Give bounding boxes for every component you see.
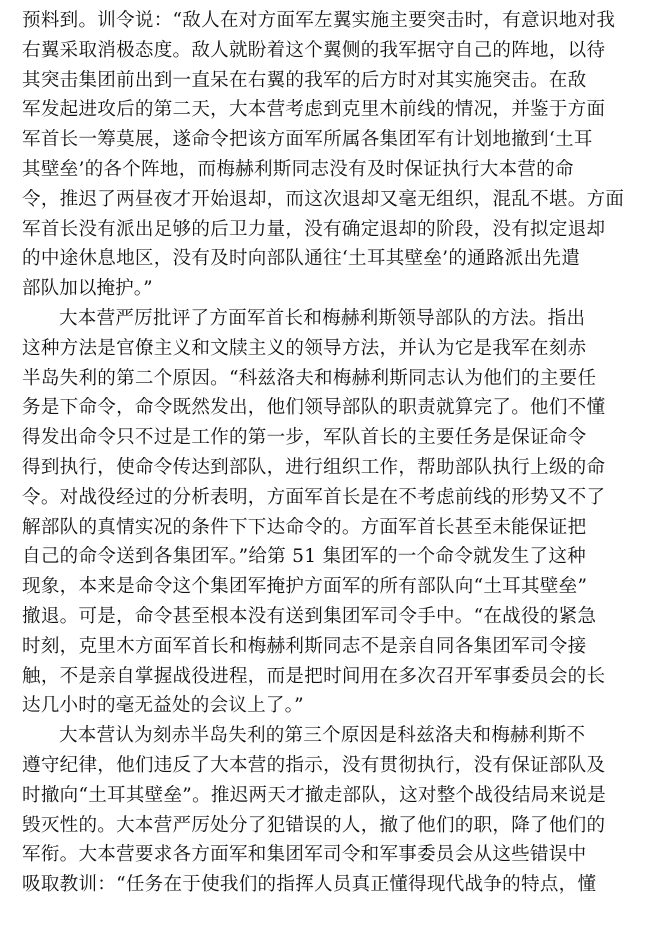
text-line: 时撤向“土耳其壁垒”。推迟两天才撤走部队，这对整个战役结局来说是 — [22, 784, 607, 806]
document-page — [22, 6, 642, 900]
text-line: 令，推迟了两昼夜才开始退却，而这次退却又毫无组织，混乱不堪。方面 — [22, 188, 625, 210]
text-line: 遵守纪律，他们违反了大本营的指示，没有贯彻执行，没有保证部队及 — [22, 754, 606, 776]
text-line: 预料到。训令说：“敌人在对方面军左翼实施主要突击时，有意识地对我 — [22, 10, 616, 31]
text-line: 触，不是亲自掌握战役进程，而是把时间用在多次召开军事委员会的长 — [22, 665, 606, 687]
text-line: 解部队的真情实况的条件下下达命令的。方面军首长甚至未能保证把 — [22, 516, 587, 538]
text-line: 得到执行，使命令传达到部队，进行组织工作，帮助部队执行上级的命 — [22, 456, 606, 478]
text-line: 吸取教训：“任务在于使我们的指挥人员真正懂得现代战争的特点，懂 — [22, 874, 597, 896]
text-line: 其壁垒’的各个阵地，而梅赫利斯同志没有及时保证执行大本营的命 — [22, 158, 574, 180]
text-line: 的中途休息地区，没有及时向部队通往‘土耳其壁垒’的通路派出先遣 — [22, 248, 581, 270]
text-line: 得发出命令只不过是工作的第一步，军队首长的主要任务是保证命令 — [22, 427, 587, 449]
text-line: 毁灭性的。大本营严厉处分了犯错误的人，撤了他们的职，降了他们的 — [22, 814, 606, 836]
paragraph-start-line: 大本营认为刻赤半岛失利的第三个原因是科兹洛夫和梅赫利斯不 — [59, 725, 586, 747]
text-line: 自己的命令送到各集团军。”给第 51 集团军的一个命令就发生了这种 — [22, 546, 586, 568]
text-line: 军发起进攻后的第二天，大本营考虑到克里木前线的情况，并鉴于方面 — [22, 99, 606, 121]
text-line: 撤退。可是，命令甚至根本没有送到集团军司令手中。“在战役的紧急 — [22, 605, 597, 627]
text-line: 军衔。大本营要求各方面军和集团军司令和军事委员会从这些错误中 — [22, 844, 587, 866]
text-line: 军首长没有派出足够的后卫力量，没有确定退却的阶段，没有拟定退却 — [22, 218, 606, 240]
text-line: 务是下命令，命令既然发出，他们领导部队的职责就算完了。他们不懂 — [22, 397, 606, 419]
text-line: 其突击集团前出到一直呆在右翼的我军的后方时对其实施突击。在敌 — [22, 69, 587, 91]
paragraph-start-line: 大本营严厉批评了方面军首长和梅赫利斯领导部队的方法。指出 — [59, 307, 586, 329]
text-line: 军首长一筹莫展，遂命令把该方面军所属各集团军有计划地撤到‘土耳 — [22, 129, 593, 151]
text-line: 右翼采取消极态度。敌人就盼着这个翼侧的我军据守自己的阵地，以待 — [22, 39, 606, 61]
text-line: 现象，本来是命令这个集团军掩护方面军的所有部队向“土耳其壁垒” — [22, 576, 588, 598]
text-line: 达几小时的毫无益处的会议上了。” — [22, 695, 304, 717]
text-line: 部队加以掩护。” — [22, 278, 153, 300]
text-line: 令。对战役经过的分析表明，方面军首长是在不考虑前线的形势又不了 — [22, 486, 606, 508]
text-line: 半岛失利的第二个原因。“科兹洛夫和梅赫利斯同志认为他们的主要任 — [22, 367, 597, 389]
text-line: 这种方法是官僚主义和文牍主义的领导方法，并认为它是我军在刻赤 — [22, 337, 587, 359]
text-line: 时刻，克里木方面军首长和梅赫利斯同志不是亲自同各集团军司令接 — [22, 635, 587, 657]
